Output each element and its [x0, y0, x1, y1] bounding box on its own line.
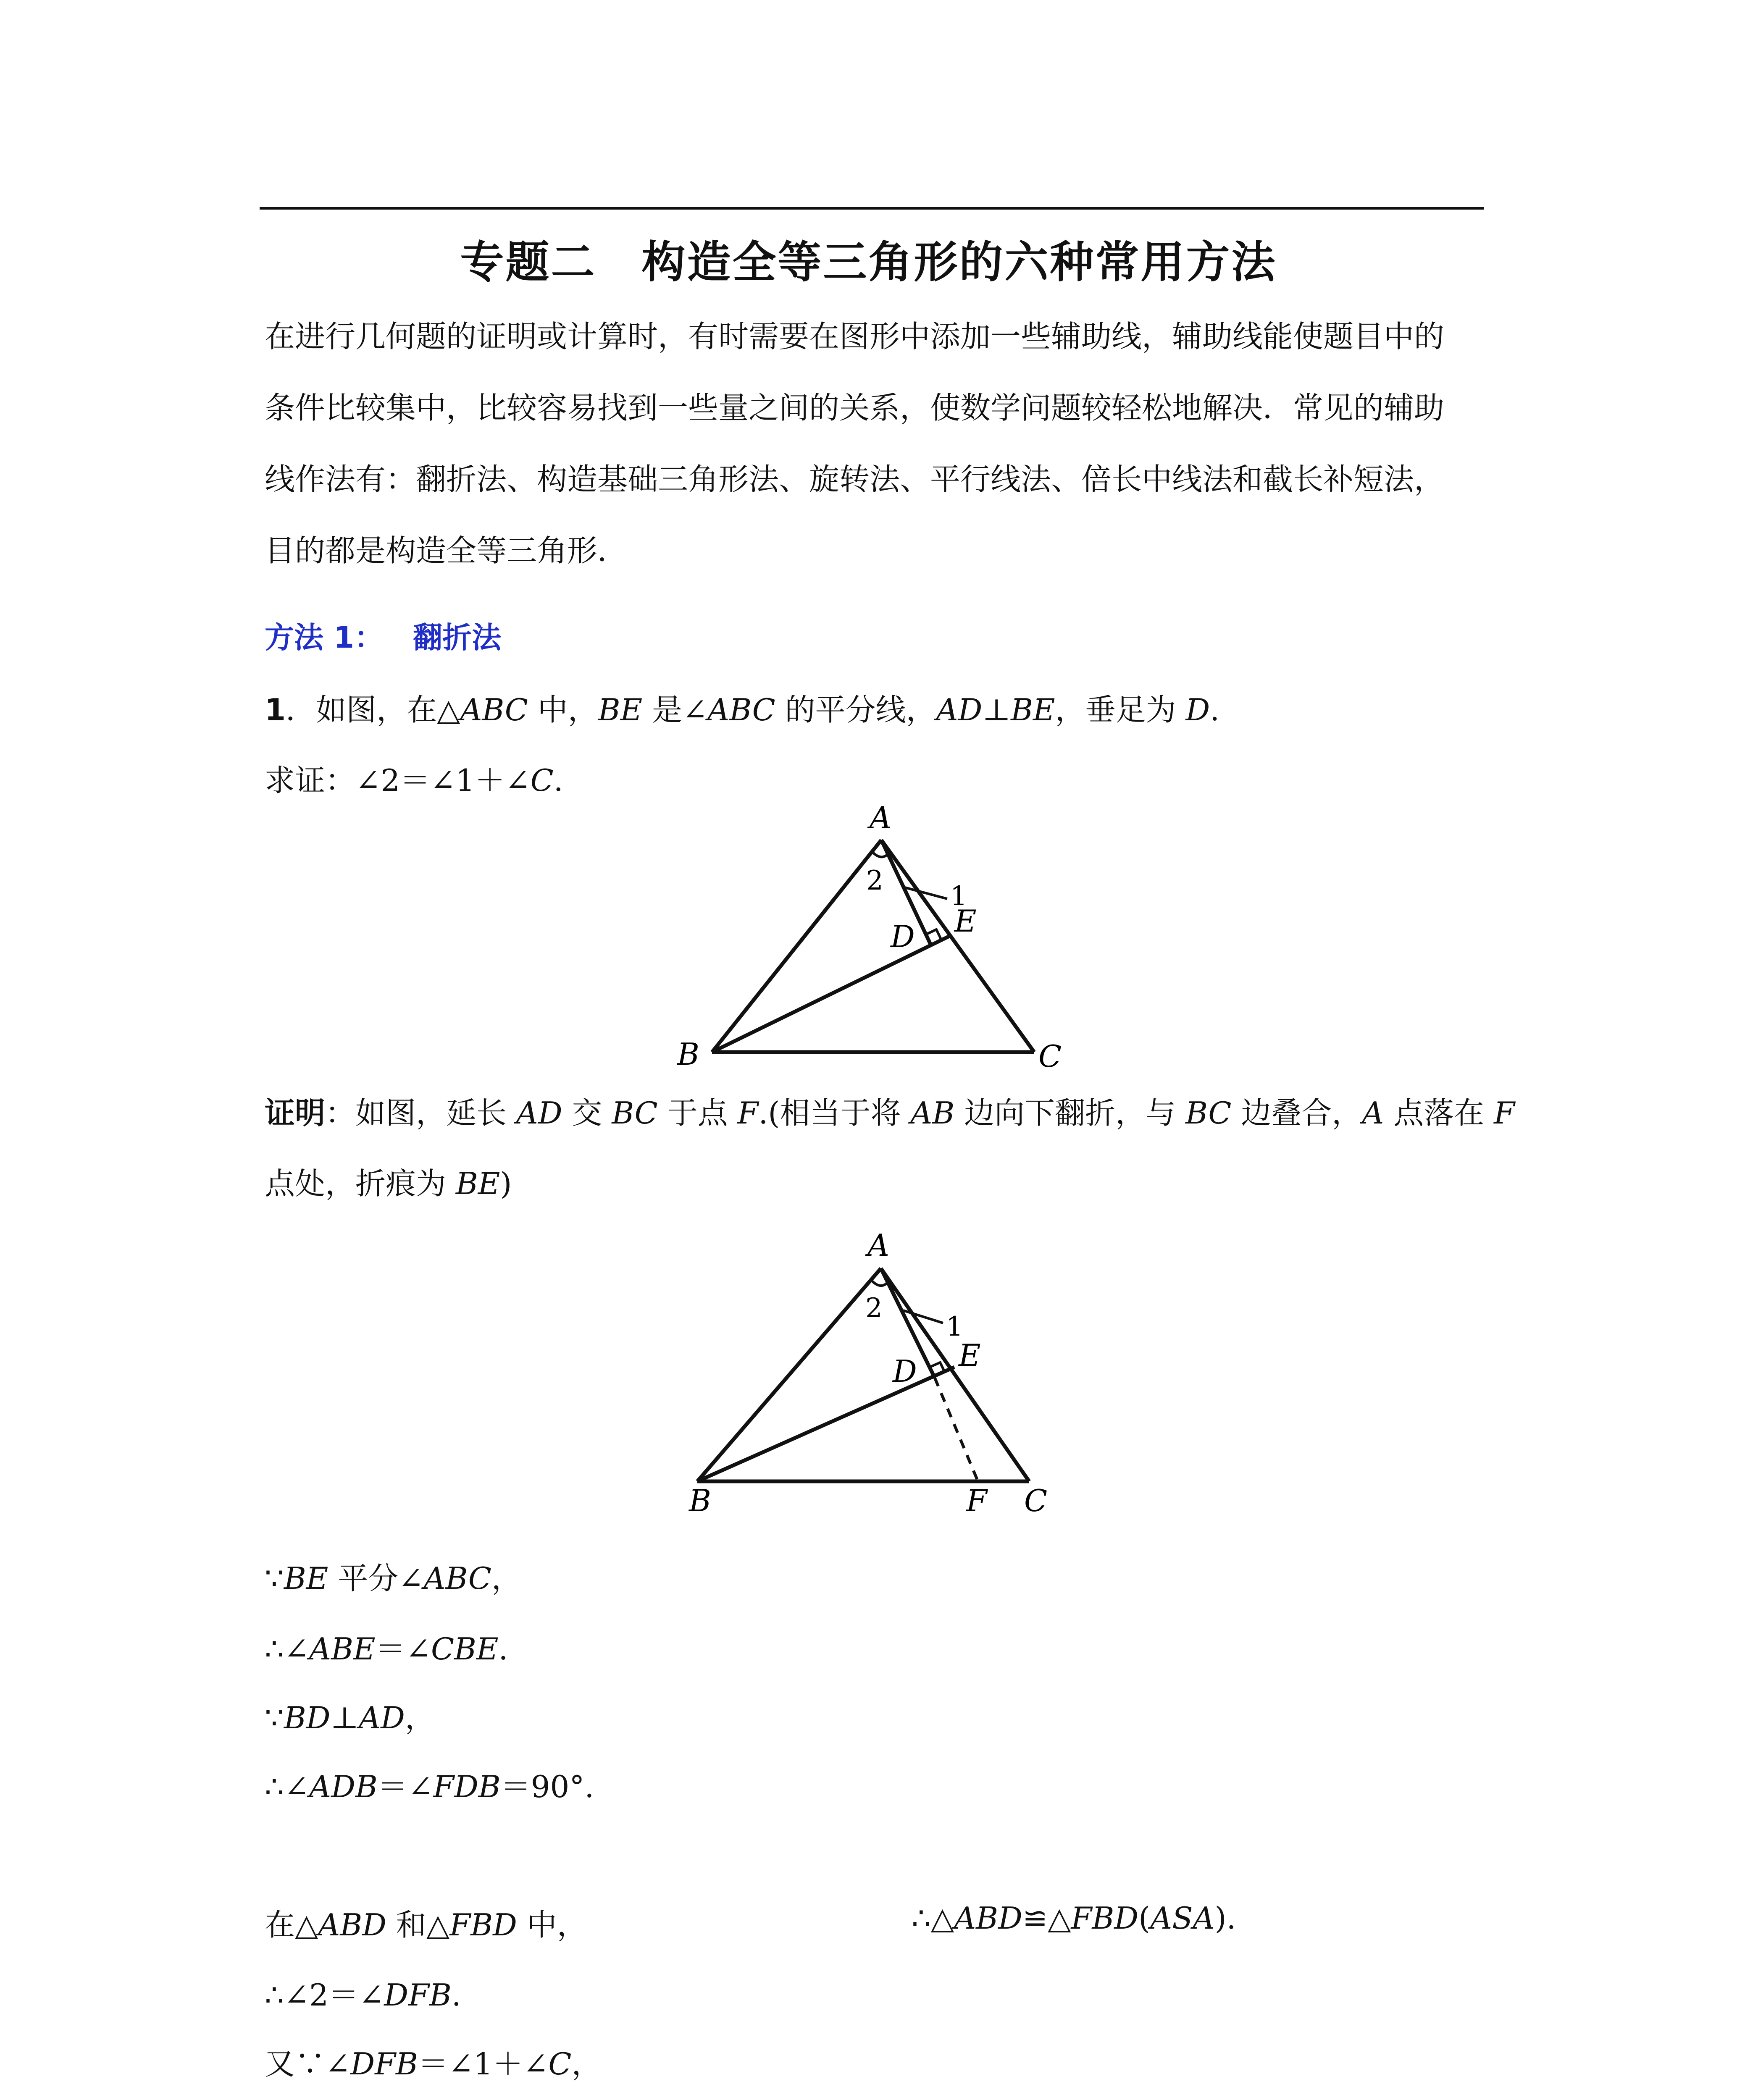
math: ADB — [309, 1769, 378, 1804]
method-heading — [265, 614, 501, 656]
text: 点落在 — [1384, 1095, 1494, 1131]
label-angle-1: 1 — [946, 1311, 963, 1342]
proof-step — [265, 1554, 522, 1598]
text: 又∵∠ — [265, 2046, 351, 2082]
math: AB — [910, 1095, 955, 1131]
proof-step — [265, 1625, 508, 1668]
label-E: E — [959, 1338, 981, 1373]
math: BE — [284, 1561, 328, 1596]
text: 的平分线， — [775, 692, 936, 727]
math: BE — [455, 1166, 500, 1201]
math: BE — [598, 692, 643, 727]
text: . — [1210, 692, 1220, 727]
congruence-conclusion — [912, 1900, 1236, 1936]
math: F — [737, 1095, 759, 1131]
math: C — [548, 2046, 572, 2082]
proof-step — [265, 2040, 602, 2083]
proof-step — [265, 1971, 461, 2014]
math: CBE — [431, 1631, 499, 1667]
text: ＝∠1＋∠ — [418, 2046, 549, 2082]
intro-line: 线作法有：翻折法、构造基础三角形法、旋转法、平行线法、倍长中线法和截长补短法， — [265, 462, 1445, 497]
problem-statement — [265, 685, 1219, 729]
math: F — [1494, 1095, 1515, 1131]
math: ASA — [1150, 1900, 1215, 1936]
text: 平分∠ — [328, 1561, 424, 1596]
label-B: B — [677, 1037, 699, 1072]
method-label: 方法 1： — [265, 620, 384, 655]
math: AD — [516, 1095, 562, 1131]
math: FBD — [449, 1907, 517, 1942]
text: 于点 — [657, 1095, 738, 1131]
text: ∵ — [265, 1700, 284, 1735]
text: 在△ — [265, 1907, 318, 1942]
problem-number: 1 — [265, 692, 286, 727]
math: AD — [936, 692, 983, 727]
math: DFB — [384, 1977, 452, 2013]
text: ，垂足为 — [1055, 692, 1186, 727]
intro-line: 在进行几何题的证明或计算时，有时需要在图形中添加一些辅助线，辅助线能使题目中的 — [265, 319, 1445, 354]
text: ：如图，延长 — [325, 1095, 516, 1131]
text: 和△ — [386, 1907, 450, 1942]
text: ∴∠ — [265, 1631, 310, 1667]
text: ⊥ — [330, 1700, 359, 1735]
segment-AB — [712, 840, 881, 1052]
proof-label: 证明 — [265, 1095, 326, 1131]
math: AD — [359, 1700, 405, 1735]
math: ABE — [309, 1631, 376, 1667]
text: . — [451, 1977, 461, 2013]
math: ABC — [707, 692, 775, 727]
math: ABC — [423, 1561, 491, 1596]
segment-DF-dashed — [935, 1378, 978, 1481]
segment-AB — [697, 1268, 881, 1481]
text: 边叠合， — [1231, 1095, 1362, 1131]
text: ＝∠ — [377, 1769, 434, 1804]
math: ABD — [954, 1900, 1022, 1936]
math: D — [1185, 692, 1210, 727]
label-E: E — [954, 903, 977, 939]
text: 求证：∠2＝∠1＋∠ — [265, 763, 531, 798]
text: ∵ — [265, 1561, 284, 1596]
text: ( — [1138, 1900, 1151, 1936]
label-F: F — [966, 1483, 987, 1518]
math: A — [1362, 1095, 1384, 1131]
intro-line: 目的都是构造全等三角形． — [265, 533, 628, 568]
label-B: B — [689, 1483, 711, 1518]
text: ， — [405, 1700, 435, 1735]
label-angle-1: 1 — [950, 881, 967, 912]
header-rule — [260, 207, 1484, 210]
text: 是∠ — [642, 692, 708, 727]
math: FBD — [1071, 1900, 1139, 1936]
math: BC — [612, 1095, 658, 1131]
text: ⊥ — [982, 692, 1011, 727]
text: .(相当于将 — [758, 1095, 911, 1131]
math: BE — [1011, 692, 1055, 727]
text: ， — [491, 1561, 522, 1596]
math: BD — [284, 1700, 331, 1735]
text: ， — [571, 2046, 602, 2082]
math: ABD — [318, 1907, 387, 1942]
label-C: C — [1024, 1483, 1048, 1518]
figure-2 — [630, 1218, 1092, 1529]
text: ∴△ — [912, 1900, 954, 1936]
proof-step — [265, 1900, 587, 1944]
proof-step — [265, 1693, 435, 1737]
prove-statement — [265, 756, 563, 800]
figure-1 — [630, 798, 1092, 1075]
intro-paragraph — [265, 301, 1483, 586]
text: ＝∠ — [375, 1631, 431, 1667]
angle-1-tick — [903, 1310, 943, 1323]
label-D: D — [891, 919, 915, 954]
math: DFB — [350, 2046, 418, 2082]
text: 点处，折痕为 — [265, 1166, 456, 1201]
text: ∴∠2＝∠ — [265, 1977, 384, 2013]
math: C — [530, 763, 554, 798]
label-C: C — [1038, 1039, 1062, 1074]
math: ABC — [460, 692, 528, 727]
text: . — [553, 763, 563, 798]
label-angle-2: 2 — [865, 1293, 883, 1324]
text: 边向下翻折，与 — [954, 1095, 1186, 1131]
label-A: A — [867, 1228, 889, 1263]
proof-intro-line2 — [265, 1159, 512, 1203]
text: ) — [500, 1166, 512, 1201]
proof-intro-line1 — [265, 1089, 1515, 1132]
text: ∴∠ — [265, 1769, 310, 1804]
intro-line: 条件比较集中，比较容易找到一些量之间的关系，使数学问题较轻松地解决．常见的辅助 — [265, 390, 1445, 425]
text: . — [498, 1631, 508, 1667]
text: 交 — [562, 1095, 612, 1131]
label-angle-2: 2 — [866, 865, 883, 896]
text: ≌△ — [1022, 1900, 1071, 1936]
page-title: 专题二 构造全等三角形的六种常用方法 — [460, 236, 1277, 288]
method-name: 翻折法 — [413, 620, 502, 655]
text: 中， — [528, 692, 598, 727]
math: FDB — [433, 1769, 501, 1804]
text: 中， — [517, 1907, 587, 1942]
label-A: A — [870, 800, 891, 835]
text: ＝90°. — [500, 1769, 594, 1804]
text: ．如图，在△ — [286, 692, 460, 727]
text: ). — [1214, 1900, 1236, 1936]
label-D: D — [893, 1354, 917, 1389]
proof-step — [265, 1762, 594, 1806]
math: BC — [1185, 1095, 1232, 1131]
